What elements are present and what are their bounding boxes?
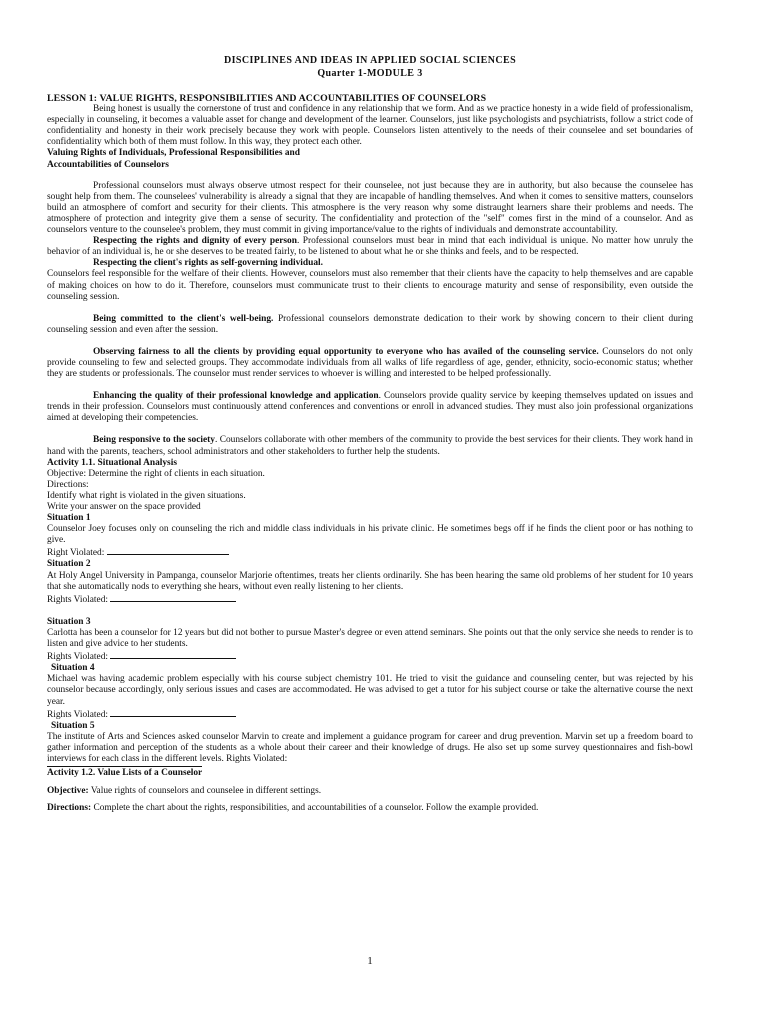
situation-1-answer: Right Violated: xyxy=(47,546,693,559)
answer-blank[interactable] xyxy=(110,593,236,602)
answer-blank[interactable] xyxy=(110,650,236,659)
situation-4-label: Situation 4 xyxy=(51,663,95,674)
right-paragraph-well-being: Being committed to the client's well-being. Professional counselors demonstrate dedication to their work by showing concern to their client during counseling session and even after the session. xyxy=(47,313,694,335)
activity-1-directions-label: Directions: xyxy=(47,479,89,490)
lesson-title: LESSON 1: VALUE RIGHTS, RESPONSIBILITIES AND ACCOUNTABILITIES OF COUNSELORS xyxy=(47,93,487,104)
activity-2-title-line xyxy=(47,766,693,779)
situation-1-label: Situation 1 xyxy=(47,513,91,524)
intro-paragraph: Being honest is usually the cornerstone of trust and confidence in any relationship that we form. And as we practice honesty in a wide field of professionalism, especially in counseling, it becomes a valuable asset for change and development of the learner. Counselors, just like psychologists and psychiatrists, follow a strict code of confidentiality and honesty in their work precisely because they work with people. Counselors listen attentively to the needs of their counselee and set boundaries of confidentiality which both of them must follow. In this way, they protect each other. xyxy=(47,104,693,148)
right-paragraph-society: Being responsive to the society. Counselors collaborate with other members of the community to provide the best services for their clients. They work hand in hand with the parents, teachers, school administrators and other stakeholders to further help the students. xyxy=(47,435,693,457)
answer-blank[interactable] xyxy=(110,708,236,717)
situation-1-text: Counselor Joey focuses only on counseling the rich and middle class individuals in his private clinic. He sometimes begs off if he finds the client poor or has nothing to give. xyxy=(47,524,693,546)
activity-1-objective: Objective: Determine the right of clients in each situation. xyxy=(47,468,265,479)
situation-3-label: Situation 3 xyxy=(47,616,91,627)
situation-4-text: Michael was having academic problem especially with his course subject chemistry 101. He tried to visit the guidance and counseling center, but was rejected by his counselor because accordingly, only serious issues and cases are accommodated. He was advised to get a tutor for his subject course or take the alternative course the next year. xyxy=(47,674,693,707)
right-paragraph-fairness: Observing fairness to all the clients by providing equal opportunity to everyone who has availed of the counseling service. Counselors do not only provide counseling to few and selected groups. They accommodate individuals from all walks of life regardless of age, gender, ethnicity, socio-economic status; whether they are students or professionals. The counselor must render services to whoever is willing and interested to be helped professionally. xyxy=(47,346,693,380)
right-heading-self-governing: Respecting the client's rights as self-governing individual. xyxy=(93,258,323,269)
document-header xyxy=(47,55,693,80)
situation-3-text: Carlotta has been a counselor for 12 years but did not bother to pursue Master's degree or even attend seminars. She points out that the only service she needs to render is to listen and give advice to her students. xyxy=(47,627,693,650)
document-body xyxy=(47,93,693,814)
activity-2-objective: Objective: Value rights of counselors and counselee in different settings. xyxy=(47,786,322,797)
situation-2-text: At Holy Angel University in Pampanga, counselor Marjorie oftentimes, treats her clients ordinarily. She has been hearing the same old problems of her student for 10 years that she automatically nods to everything she hears, without even really listening to her clients. xyxy=(47,570,693,592)
situation-5-text: The institute of Arts and Sciences asked counselor Marvin to create and implement a guidance program for career and drug prevention. Marvin set up a freedom board to gather information and perception of the students as a whole about their career and their knowledge of drugs. He also set up some survey questionnaires and fish-bowl interviews for each class in the different levels. Rights Violated: xyxy=(47,731,693,764)
page-number: 1 xyxy=(367,955,373,967)
situation-4-answer: Rights Violated: xyxy=(47,708,693,721)
document-title: DISCIPLINES AND IDEAS IN APPLIED SOCIAL SCIENCES xyxy=(223,55,517,66)
activity-2-directions: Directions: Complete the chart about the rights, responsibilities, and accountabilities of a counselor. Follow the example provided. xyxy=(47,803,539,814)
right-paragraph-dignity: Respecting the rights and dignity of every person. Professional counselors must bear in mind that each individual is unique. No matter how unruly the behavior of an individual is, he or she deserves to be treated fairly, to be listened to about what he or she thinks and feels, and to be respected. xyxy=(47,236,693,258)
respect-paragraph: Professional counselors must always observe utmost respect for their counselee, not just because they are in authority, but also because the counselee has sought help from them. The counselees' vulnerability is already a signal that they are incapable of handling themselves. And when it comes to sensitive matters, counselors build an atmosphere of comfort and security for their clients. This atmosphere is the very reason why some distraught learners share their problems and needs. The atmosphere of protection and integrity give them a sense of security. The confidentiality and protection of the "self" comes first in the mind of a counselor. And as counselors venture to the counselee's problem, they must commit in giving importance/value to the rights of individuals and demonstrate accountability. xyxy=(47,180,693,236)
activity-2-title: Activity 1.2. Value Lists of a Counselor xyxy=(47,768,203,779)
activity-1-direction-1: Identify what right is violated in the given situations. xyxy=(47,490,246,501)
section-heading: Valuing Rights of Individuals, Professional Responsibilities and Accountabilities of Counselors xyxy=(47,148,300,170)
answer-blank[interactable] xyxy=(107,546,229,555)
situation-2-label: Situation 2 xyxy=(47,559,91,570)
situation-2-answer: Rights Violated: xyxy=(47,593,693,606)
right-paragraph-knowledge: Enhancing the quality of their professional knowledge and application. Counselors provide quality service by keeping themselves updated on issues and trends in their profession. Counselors must continuously attend conferences and conventions or enroll in advanced studies. They must also join professional organizations aimed at developing their competencies. xyxy=(47,391,694,424)
activity-1-direction-2: Write your answer on the space provided xyxy=(47,502,201,512)
situation-3-answer: Rights Violated: xyxy=(47,650,693,663)
situation-5-label: Situation 5 xyxy=(51,720,95,731)
activity-1-title: Activity 1.1. Situational Analysis xyxy=(47,457,177,468)
module-subtitle: Quarter 1-MODULE 3 xyxy=(317,67,423,79)
right-paragraph-self-governing: Counselors feel responsible for the welfare of their clients. However, counselors must also remember that their clients have the capacity to help themselves and are capable of making choices on how to do it. Therefore, counselors must communicate trust to their clients to encourage maturity and sense of responsibility, even outside the counseling session. xyxy=(47,269,693,302)
